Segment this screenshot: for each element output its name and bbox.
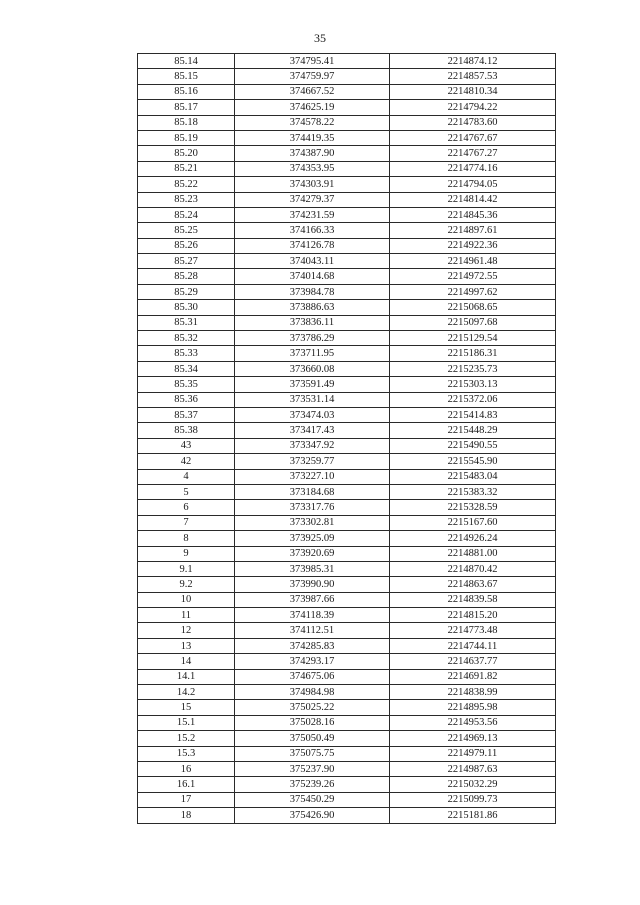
y-coordinate-cell: 2214794.22 — [390, 100, 556, 115]
table-row — [138, 746, 556, 761]
table-row — [138, 623, 556, 638]
x-coordinate-cell: 374625.19 — [235, 100, 390, 115]
table-row — [138, 731, 556, 746]
table-row — [138, 685, 556, 700]
x-coordinate-cell: 374353.95 — [235, 161, 390, 176]
point-number-cell: 85.15 — [138, 69, 235, 84]
x-coordinate-cell: 373347.92 — [235, 438, 390, 453]
point-number-cell: 4 — [138, 469, 235, 484]
table-row — [138, 54, 556, 69]
x-coordinate-cell: 374578.22 — [235, 115, 390, 130]
y-coordinate-cell: 2215328.59 — [390, 500, 556, 515]
point-number-cell: 13 — [138, 638, 235, 653]
table-row — [138, 392, 556, 407]
y-coordinate-cell: 2215383.32 — [390, 484, 556, 499]
y-coordinate-cell: 2214895.98 — [390, 700, 556, 715]
table-row — [138, 84, 556, 99]
table-row — [138, 777, 556, 792]
x-coordinate-cell: 373987.66 — [235, 592, 390, 607]
x-coordinate-cell: 374795.41 — [235, 54, 390, 69]
y-coordinate-cell: 2214997.62 — [390, 284, 556, 299]
table-row — [138, 669, 556, 684]
table-row — [138, 130, 556, 145]
point-number-cell: 85.23 — [138, 192, 235, 207]
point-number-cell: 85.30 — [138, 300, 235, 315]
x-coordinate-cell: 374984.98 — [235, 685, 390, 700]
y-coordinate-cell: 2215129.54 — [390, 331, 556, 346]
point-number-cell: 85.27 — [138, 254, 235, 269]
point-number-cell: 85.20 — [138, 146, 235, 161]
table-row — [138, 115, 556, 130]
x-coordinate-cell: 373925.09 — [235, 531, 390, 546]
point-number-cell: 85.24 — [138, 207, 235, 222]
point-number-cell: 85.22 — [138, 177, 235, 192]
table-row — [138, 284, 556, 299]
y-coordinate-cell: 2214857.53 — [390, 69, 556, 84]
y-coordinate-cell: 2215235.73 — [390, 361, 556, 376]
x-coordinate-cell: 373227.10 — [235, 469, 390, 484]
x-coordinate-cell: 374043.11 — [235, 254, 390, 269]
y-coordinate-cell: 2214810.34 — [390, 84, 556, 99]
x-coordinate-cell: 373417.43 — [235, 423, 390, 438]
table-row — [138, 315, 556, 330]
table-row — [138, 500, 556, 515]
x-coordinate-cell: 374419.35 — [235, 130, 390, 145]
y-coordinate-cell: 2214774.16 — [390, 161, 556, 176]
table-row — [138, 207, 556, 222]
y-coordinate-cell: 2215167.60 — [390, 515, 556, 530]
table-row — [138, 438, 556, 453]
point-number-cell: 9 — [138, 546, 235, 561]
x-coordinate-cell: 374293.17 — [235, 654, 390, 669]
y-coordinate-cell: 2214794.05 — [390, 177, 556, 192]
point-number-cell: 85.37 — [138, 407, 235, 422]
y-coordinate-cell: 2215372.06 — [390, 392, 556, 407]
table-row — [138, 161, 556, 176]
y-coordinate-cell: 2215545.90 — [390, 454, 556, 469]
y-coordinate-cell: 2215181.86 — [390, 808, 556, 823]
point-number-cell: 85.34 — [138, 361, 235, 376]
point-number-cell: 85.18 — [138, 115, 235, 130]
point-number-cell: 5 — [138, 484, 235, 499]
point-number-cell: 14.1 — [138, 669, 235, 684]
x-coordinate-cell: 373711.95 — [235, 346, 390, 361]
table-row — [138, 715, 556, 730]
y-coordinate-cell: 2215032.29 — [390, 777, 556, 792]
table-row — [138, 192, 556, 207]
point-number-cell: 42 — [138, 454, 235, 469]
table-row — [138, 407, 556, 422]
x-coordinate-cell: 373984.78 — [235, 284, 390, 299]
point-number-cell: 85.35 — [138, 377, 235, 392]
point-number-cell: 7 — [138, 515, 235, 530]
y-coordinate-cell: 2214838.99 — [390, 685, 556, 700]
y-coordinate-cell: 2215099.73 — [390, 792, 556, 807]
y-coordinate-cell: 2214773.48 — [390, 623, 556, 638]
x-coordinate-cell: 374112.51 — [235, 623, 390, 638]
x-coordinate-cell: 373786.29 — [235, 331, 390, 346]
point-number-cell: 85.16 — [138, 84, 235, 99]
y-coordinate-cell: 2214926.24 — [390, 531, 556, 546]
table-row — [138, 223, 556, 238]
point-number-cell: 85.14 — [138, 54, 235, 69]
coordinates-table — [137, 53, 556, 824]
x-coordinate-cell: 373259.77 — [235, 454, 390, 469]
x-coordinate-cell: 374118.39 — [235, 608, 390, 623]
x-coordinate-cell: 373985.31 — [235, 561, 390, 576]
table-row — [138, 792, 556, 807]
y-coordinate-cell: 2214744.11 — [390, 638, 556, 653]
coordinates-table-body — [138, 54, 556, 824]
table-row — [138, 423, 556, 438]
y-coordinate-cell: 2214922.36 — [390, 238, 556, 253]
point-number-cell: 9.2 — [138, 577, 235, 592]
point-number-cell: 14 — [138, 654, 235, 669]
table-row — [138, 269, 556, 284]
y-coordinate-cell: 2215483.04 — [390, 469, 556, 484]
table-row — [138, 546, 556, 561]
y-coordinate-cell: 2214881.00 — [390, 546, 556, 561]
x-coordinate-cell: 373531.14 — [235, 392, 390, 407]
y-coordinate-cell: 2215097.68 — [390, 315, 556, 330]
x-coordinate-cell: 373990.90 — [235, 577, 390, 592]
y-coordinate-cell: 2215448.29 — [390, 423, 556, 438]
x-coordinate-cell: 373302.81 — [235, 515, 390, 530]
y-coordinate-cell: 2214637.77 — [390, 654, 556, 669]
y-coordinate-cell: 2214783.60 — [390, 115, 556, 130]
point-number-cell: 85.38 — [138, 423, 235, 438]
table-row — [138, 515, 556, 530]
point-number-cell: 15.3 — [138, 746, 235, 761]
point-number-cell: 18 — [138, 808, 235, 823]
y-coordinate-cell: 2214814.42 — [390, 192, 556, 207]
y-coordinate-cell: 2214767.67 — [390, 130, 556, 145]
x-coordinate-cell: 375075.75 — [235, 746, 390, 761]
x-coordinate-cell: 374279.37 — [235, 192, 390, 207]
y-coordinate-cell: 2214961.48 — [390, 254, 556, 269]
y-coordinate-cell: 2214897.61 — [390, 223, 556, 238]
table-row — [138, 484, 556, 499]
point-number-cell: 85.28 — [138, 269, 235, 284]
point-number-cell: 43 — [138, 438, 235, 453]
point-number-cell: 85.19 — [138, 130, 235, 145]
point-number-cell: 85.33 — [138, 346, 235, 361]
x-coordinate-cell: 374166.33 — [235, 223, 390, 238]
table-row — [138, 608, 556, 623]
table-row — [138, 454, 556, 469]
table-row — [138, 638, 556, 653]
point-number-cell: 16 — [138, 761, 235, 776]
point-number-cell: 85.26 — [138, 238, 235, 253]
point-number-cell: 6 — [138, 500, 235, 515]
point-number-cell: 15 — [138, 700, 235, 715]
table-row — [138, 69, 556, 84]
table-row — [138, 254, 556, 269]
x-coordinate-cell: 373184.68 — [235, 484, 390, 499]
x-coordinate-cell: 373836.11 — [235, 315, 390, 330]
y-coordinate-cell: 2214845.36 — [390, 207, 556, 222]
table-row — [138, 808, 556, 823]
table-row — [138, 177, 556, 192]
x-coordinate-cell: 374126.78 — [235, 238, 390, 253]
point-number-cell: 16.1 — [138, 777, 235, 792]
x-coordinate-cell: 374285.83 — [235, 638, 390, 653]
page-number: 35 — [314, 31, 326, 45]
x-coordinate-cell: 374675.06 — [235, 669, 390, 684]
x-coordinate-cell: 374759.97 — [235, 69, 390, 84]
table-row — [138, 561, 556, 576]
point-number-cell: 14.2 — [138, 685, 235, 700]
y-coordinate-cell: 2214863.67 — [390, 577, 556, 592]
table-row — [138, 331, 556, 346]
x-coordinate-cell: 374387.90 — [235, 146, 390, 161]
point-number-cell: 17 — [138, 792, 235, 807]
y-coordinate-cell: 2215186.31 — [390, 346, 556, 361]
y-coordinate-cell: 2215068.65 — [390, 300, 556, 315]
y-coordinate-cell: 2215303.13 — [390, 377, 556, 392]
point-number-cell: 85.29 — [138, 284, 235, 299]
x-coordinate-cell: 373474.03 — [235, 407, 390, 422]
x-coordinate-cell: 373591.49 — [235, 377, 390, 392]
y-coordinate-cell: 2214969.13 — [390, 731, 556, 746]
x-coordinate-cell: 374014.68 — [235, 269, 390, 284]
point-number-cell: 85.32 — [138, 331, 235, 346]
table-row — [138, 100, 556, 115]
table-row — [138, 531, 556, 546]
table-row — [138, 238, 556, 253]
x-coordinate-cell: 375028.16 — [235, 715, 390, 730]
y-coordinate-cell: 2214874.12 — [390, 54, 556, 69]
table-row — [138, 577, 556, 592]
point-number-cell: 10 — [138, 592, 235, 607]
x-coordinate-cell: 375237.90 — [235, 761, 390, 776]
point-number-cell: 11 — [138, 608, 235, 623]
table-row — [138, 146, 556, 161]
x-coordinate-cell: 374303.91 — [235, 177, 390, 192]
x-coordinate-cell: 375239.26 — [235, 777, 390, 792]
x-coordinate-cell: 375050.49 — [235, 731, 390, 746]
table-row — [138, 761, 556, 776]
point-number-cell: 85.21 — [138, 161, 235, 176]
table-row — [138, 346, 556, 361]
y-coordinate-cell: 2214953.56 — [390, 715, 556, 730]
y-coordinate-cell: 2214870.42 — [390, 561, 556, 576]
y-coordinate-cell: 2214972.55 — [390, 269, 556, 284]
x-coordinate-cell: 373660.08 — [235, 361, 390, 376]
point-number-cell: 85.17 — [138, 100, 235, 115]
y-coordinate-cell: 2215490.55 — [390, 438, 556, 453]
y-coordinate-cell: 2214691.82 — [390, 669, 556, 684]
point-number-cell: 15.2 — [138, 731, 235, 746]
x-coordinate-cell: 375450.29 — [235, 792, 390, 807]
table-row — [138, 654, 556, 669]
point-number-cell: 9.1 — [138, 561, 235, 576]
x-coordinate-cell: 374667.52 — [235, 84, 390, 99]
y-coordinate-cell: 2215414.83 — [390, 407, 556, 422]
table-row — [138, 469, 556, 484]
x-coordinate-cell: 373920.69 — [235, 546, 390, 561]
table-row — [138, 592, 556, 607]
table-row — [138, 300, 556, 315]
point-number-cell: 85.25 — [138, 223, 235, 238]
x-coordinate-cell: 373317.76 — [235, 500, 390, 515]
x-coordinate-cell: 373886.63 — [235, 300, 390, 315]
y-coordinate-cell: 2214987.63 — [390, 761, 556, 776]
point-number-cell: 85.36 — [138, 392, 235, 407]
table-row — [138, 361, 556, 376]
x-coordinate-cell: 374231.59 — [235, 207, 390, 222]
point-number-cell: 8 — [138, 531, 235, 546]
point-number-cell: 12 — [138, 623, 235, 638]
y-coordinate-cell: 2214815.20 — [390, 608, 556, 623]
table-row — [138, 700, 556, 715]
y-coordinate-cell: 2214767.27 — [390, 146, 556, 161]
y-coordinate-cell: 2214839.58 — [390, 592, 556, 607]
y-coordinate-cell: 2214979.11 — [390, 746, 556, 761]
x-coordinate-cell: 375025.22 — [235, 700, 390, 715]
table-row — [138, 377, 556, 392]
point-number-cell: 85.31 — [138, 315, 235, 330]
x-coordinate-cell: 375426.90 — [235, 808, 390, 823]
point-number-cell: 15.1 — [138, 715, 235, 730]
